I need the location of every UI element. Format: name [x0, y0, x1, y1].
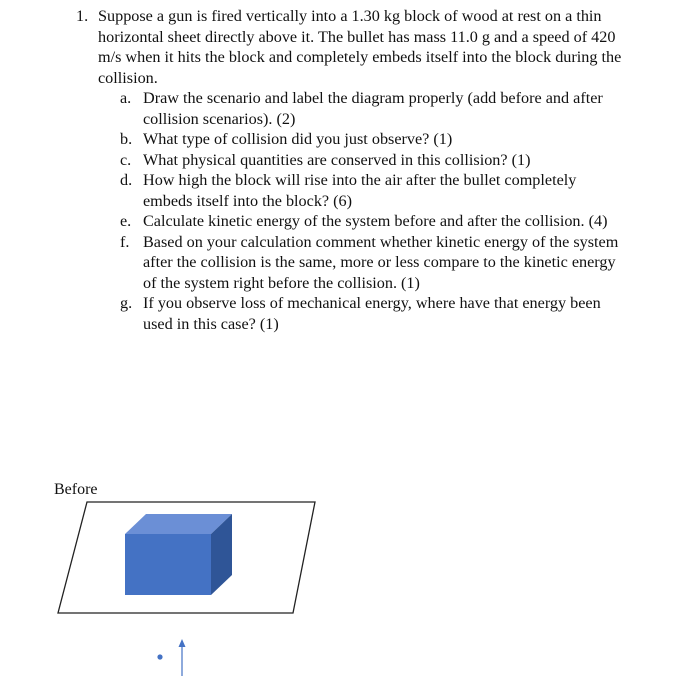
wood-block [125, 514, 232, 595]
part-text: What physical quantities are conserved in this collision? (1) [143, 150, 531, 169]
part-text: What type of collision did you just observe? (1) [143, 130, 453, 148]
part-letter: a. [120, 89, 132, 107]
question-text: Suppose a gun is fired vertically into a 1.30 kg block of wood at rest on a thin horizontal sheet directly above it. The bullet has mass 11.0 g and a speed of 420 m/s when it hits the block and completely embeds itself into the block during the collision. [98, 7, 622, 87]
bullet [157, 654, 162, 659]
velocity-arrow-head [179, 639, 186, 647]
part-letter: f. [120, 232, 130, 251]
part-text: Draw the scenario and label the diagram properly (add before and after collision scenarios). (2) [143, 89, 603, 128]
part-letter: d. [120, 171, 133, 189]
question-number: 1. [76, 7, 89, 25]
part-letter: b. [120, 130, 133, 148]
part-letter: g. [120, 294, 133, 312]
part-text: How high the block will rise into the air after the bullet completely embeds itself into the block? (6) [143, 171, 577, 210]
part-text: Based on your calculation comment whether kinetic energy of the system after the collision is the same, more or less compare to the kinetic energy of the system right before the collision. (1) [143, 232, 619, 292]
part-text: If you observe loss of mechanical energy, where have that energy been used in this case? (1) [143, 294, 601, 333]
wood-block-front-face [125, 534, 211, 595]
part-letter: c. [120, 150, 132, 169]
part-text: Calculate kinetic energy of the system before and after the collision. (4) [143, 212, 608, 230]
diagram-label-before: Before [54, 481, 98, 498]
part-letter: e. [120, 212, 132, 230]
